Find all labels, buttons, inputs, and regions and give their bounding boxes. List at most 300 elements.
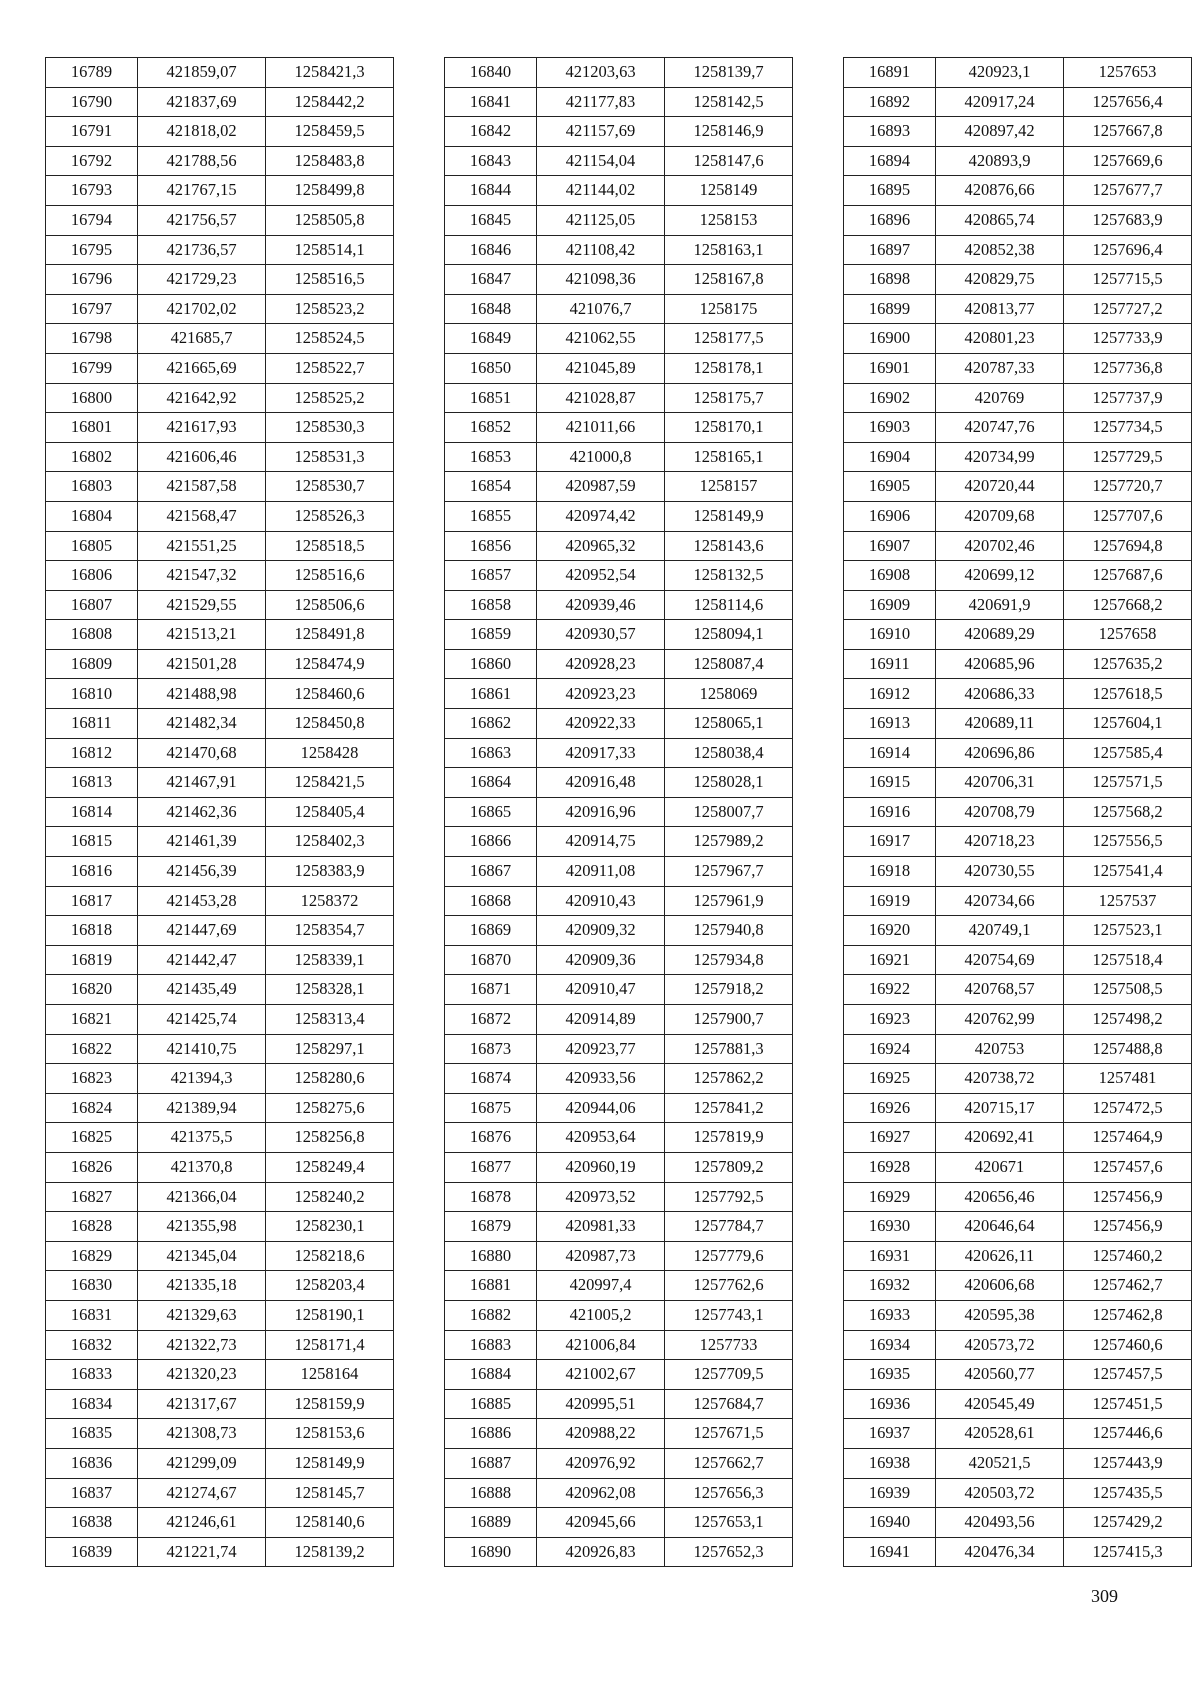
- x-coordinate-cell: 421028,87: [537, 383, 665, 413]
- y-coordinate-cell: 1258190,1: [266, 1300, 394, 1330]
- point-number-cell: 16916: [844, 797, 936, 827]
- y-coordinate-cell: 1258516,5: [266, 265, 394, 295]
- point-number-cell: 16829: [46, 1241, 138, 1271]
- x-coordinate-cell: 421462,36: [138, 797, 266, 827]
- point-number-cell: 16929: [844, 1182, 936, 1212]
- y-coordinate-cell: 1257462,8: [1064, 1300, 1192, 1330]
- y-coordinate-cell: 1258218,6: [266, 1241, 394, 1271]
- point-number-cell: 16833: [46, 1360, 138, 1390]
- y-coordinate-cell: 1257635,2: [1064, 649, 1192, 679]
- point-number-cell: 16876: [445, 1123, 537, 1153]
- y-coordinate-cell: 1257585,4: [1064, 738, 1192, 768]
- table-row: [46, 709, 394, 739]
- table-row: [445, 294, 793, 324]
- point-number-cell: 16935: [844, 1360, 936, 1390]
- point-number-cell: 16847: [445, 265, 537, 295]
- table-row: [844, 827, 1192, 857]
- table-row: [844, 531, 1192, 561]
- x-coordinate-cell: 421501,28: [138, 649, 266, 679]
- point-number-cell: 16858: [445, 590, 537, 620]
- x-coordinate-cell: 420981,33: [537, 1212, 665, 1242]
- x-coordinate-cell: 421370,8: [138, 1152, 266, 1182]
- x-coordinate-cell: 420493,56: [936, 1508, 1064, 1538]
- table-row: [46, 561, 394, 591]
- table-row: [445, 1064, 793, 1094]
- point-number-cell: 16941: [844, 1537, 936, 1567]
- x-coordinate-cell: 420747,76: [936, 413, 1064, 443]
- table-row: [844, 797, 1192, 827]
- y-coordinate-cell: 1258149: [665, 176, 793, 206]
- point-number-cell: 16849: [445, 324, 537, 354]
- point-number-cell: 16804: [46, 501, 138, 531]
- point-number-cell: 16869: [445, 916, 537, 946]
- point-number-cell: 16938: [844, 1448, 936, 1478]
- y-coordinate-cell: 1258506,6: [266, 590, 394, 620]
- y-coordinate-cell: 1258038,4: [665, 738, 793, 768]
- table-row: [46, 886, 394, 916]
- table-row: [46, 146, 394, 176]
- x-coordinate-cell: 421756,57: [138, 205, 266, 235]
- point-number-cell: 16797: [46, 294, 138, 324]
- x-coordinate-cell: 421157,69: [537, 117, 665, 147]
- y-coordinate-cell: 1257523,1: [1064, 916, 1192, 946]
- x-coordinate-cell: 421729,23: [138, 265, 266, 295]
- y-coordinate-cell: 1257460,6: [1064, 1330, 1192, 1360]
- point-number-cell: 16888: [445, 1478, 537, 1508]
- y-coordinate-cell: 1257709,5: [665, 1360, 793, 1390]
- point-number-cell: 16856: [445, 531, 537, 561]
- y-coordinate-cell: 1257618,5: [1064, 679, 1192, 709]
- x-coordinate-cell: 420521,5: [936, 1448, 1064, 1478]
- y-coordinate-cell: 1257967,7: [665, 857, 793, 887]
- x-coordinate-cell: 421389,94: [138, 1093, 266, 1123]
- y-coordinate-cell: 1257734,5: [1064, 413, 1192, 443]
- x-coordinate-cell: 421482,34: [138, 709, 266, 739]
- table-row: [445, 738, 793, 768]
- point-number-cell: 16930: [844, 1212, 936, 1242]
- point-number-cell: 16897: [844, 235, 936, 265]
- x-coordinate-cell: 421788,56: [138, 146, 266, 176]
- point-number-cell: 16898: [844, 265, 936, 295]
- x-coordinate-cell: 421736,57: [138, 235, 266, 265]
- table-row: [844, 886, 1192, 916]
- table-row: [46, 590, 394, 620]
- table-row: [844, 1093, 1192, 1123]
- point-number-cell: 16855: [445, 501, 537, 531]
- table-row: [445, 1508, 793, 1538]
- table-row: [844, 265, 1192, 295]
- y-coordinate-cell: 1258065,1: [665, 709, 793, 739]
- x-coordinate-cell: 420738,72: [936, 1064, 1064, 1094]
- table-row: [445, 531, 793, 561]
- point-number-cell: 16815: [46, 827, 138, 857]
- point-number-cell: 16918: [844, 857, 936, 887]
- table-row: [844, 1123, 1192, 1153]
- table-row: [46, 1005, 394, 1035]
- table-row: [445, 235, 793, 265]
- point-number-cell: 16913: [844, 709, 936, 739]
- y-coordinate-cell: 1257881,3: [665, 1034, 793, 1064]
- point-number-cell: 16850: [445, 353, 537, 383]
- y-coordinate-cell: 1257671,5: [665, 1419, 793, 1449]
- table-row: [844, 1182, 1192, 1212]
- point-number-cell: 16874: [445, 1064, 537, 1094]
- y-coordinate-cell: 1257720,7: [1064, 472, 1192, 502]
- point-number-cell: 16807: [46, 590, 138, 620]
- point-number-cell: 16894: [844, 146, 936, 176]
- y-coordinate-cell: 1258142,5: [665, 87, 793, 117]
- table-row: [445, 620, 793, 650]
- x-coordinate-cell: 421456,39: [138, 857, 266, 887]
- y-coordinate-cell: 1258491,8: [266, 620, 394, 650]
- y-coordinate-cell: 1258177,5: [665, 324, 793, 354]
- point-number-cell: 16875: [445, 1093, 537, 1123]
- coordinates-table-3: [843, 57, 1192, 1567]
- table-row: [445, 857, 793, 887]
- x-coordinate-cell: 421062,55: [537, 324, 665, 354]
- x-coordinate-cell: 420914,75: [537, 827, 665, 857]
- table-row: [445, 1360, 793, 1390]
- x-coordinate-cell: 421221,74: [138, 1537, 266, 1567]
- table-row: [46, 383, 394, 413]
- point-number-cell: 16937: [844, 1419, 936, 1449]
- table-row: [844, 1419, 1192, 1449]
- table-row: [445, 945, 793, 975]
- y-coordinate-cell: 1257472,5: [1064, 1093, 1192, 1123]
- point-number-cell: 16936: [844, 1389, 936, 1419]
- table-row: [46, 294, 394, 324]
- table-row: [844, 117, 1192, 147]
- x-coordinate-cell: 420987,59: [537, 472, 665, 502]
- x-coordinate-cell: 421513,21: [138, 620, 266, 650]
- y-coordinate-cell: 1258145,7: [266, 1478, 394, 1508]
- x-coordinate-cell: 421470,68: [138, 738, 266, 768]
- y-coordinate-cell: 1258140,6: [266, 1508, 394, 1538]
- table-row: [46, 472, 394, 502]
- table-row: [844, 857, 1192, 887]
- x-coordinate-cell: 421818,02: [138, 117, 266, 147]
- point-number-cell: 16933: [844, 1300, 936, 1330]
- point-number-cell: 16865: [445, 797, 537, 827]
- x-coordinate-cell: 421529,55: [138, 590, 266, 620]
- point-number-cell: 16810: [46, 679, 138, 709]
- y-coordinate-cell: 1258171,4: [266, 1330, 394, 1360]
- x-coordinate-cell: 420965,32: [537, 531, 665, 561]
- x-coordinate-cell: 421317,67: [138, 1389, 266, 1419]
- point-number-cell: 16934: [844, 1330, 936, 1360]
- point-number-cell: 16808: [46, 620, 138, 650]
- x-coordinate-cell: 421488,98: [138, 679, 266, 709]
- point-number-cell: 16895: [844, 176, 936, 206]
- y-coordinate-cell: 1258280,6: [266, 1064, 394, 1094]
- x-coordinate-cell: 420730,55: [936, 857, 1064, 887]
- point-number-cell: 16910: [844, 620, 936, 650]
- x-coordinate-cell: 421461,39: [138, 827, 266, 857]
- point-number-cell: 16816: [46, 857, 138, 887]
- point-number-cell: 16830: [46, 1271, 138, 1301]
- x-coordinate-cell: 420753: [936, 1034, 1064, 1064]
- point-number-cell: 16842: [445, 117, 537, 147]
- point-number-cell: 16817: [46, 886, 138, 916]
- table-row: [46, 531, 394, 561]
- x-coordinate-cell: 420923,1: [936, 58, 1064, 88]
- y-coordinate-cell: 1257684,7: [665, 1389, 793, 1419]
- point-number-cell: 16814: [46, 797, 138, 827]
- y-coordinate-cell: 1257715,5: [1064, 265, 1192, 295]
- x-coordinate-cell: 421000,8: [537, 442, 665, 472]
- table-row: [844, 590, 1192, 620]
- table-row: [46, 1271, 394, 1301]
- point-number-cell: 16884: [445, 1360, 537, 1390]
- table-row: [46, 649, 394, 679]
- y-coordinate-cell: 1258139,2: [266, 1537, 394, 1567]
- table-row: [46, 1448, 394, 1478]
- x-coordinate-cell: 420702,46: [936, 531, 1064, 561]
- x-coordinate-cell: 420916,96: [537, 797, 665, 827]
- table-row: [46, 87, 394, 117]
- point-number-cell: 16882: [445, 1300, 537, 1330]
- table-row: [445, 1537, 793, 1567]
- x-coordinate-cell: 421005,2: [537, 1300, 665, 1330]
- y-coordinate-cell: 1257518,4: [1064, 945, 1192, 975]
- table-row: [445, 87, 793, 117]
- table-row: [445, 353, 793, 383]
- x-coordinate-cell: 421410,75: [138, 1034, 266, 1064]
- point-number-cell: 16872: [445, 1005, 537, 1035]
- point-number-cell: 16851: [445, 383, 537, 413]
- x-coordinate-cell: 421308,73: [138, 1419, 266, 1449]
- y-coordinate-cell: 1258165,1: [665, 442, 793, 472]
- y-coordinate-cell: 1257537: [1064, 886, 1192, 916]
- point-number-cell: 16864: [445, 768, 537, 798]
- x-coordinate-cell: 421177,83: [537, 87, 665, 117]
- point-number-cell: 16825: [46, 1123, 138, 1153]
- x-coordinate-cell: 421011,66: [537, 413, 665, 443]
- y-coordinate-cell: 1257696,4: [1064, 235, 1192, 265]
- y-coordinate-cell: 1257457,5: [1064, 1360, 1192, 1390]
- table-row: [844, 353, 1192, 383]
- table-row: [46, 442, 394, 472]
- table-row: [445, 1419, 793, 1449]
- y-coordinate-cell: 1257498,2: [1064, 1005, 1192, 1035]
- point-number-cell: 16811: [46, 709, 138, 739]
- point-number-cell: 16866: [445, 827, 537, 857]
- y-coordinate-cell: 1258256,8: [266, 1123, 394, 1153]
- y-coordinate-cell: 1257456,9: [1064, 1182, 1192, 1212]
- table-row: [844, 1005, 1192, 1035]
- table-row: [46, 1212, 394, 1242]
- table-row: [844, 916, 1192, 946]
- point-number-cell: 16883: [445, 1330, 537, 1360]
- y-coordinate-cell: 1257464,9: [1064, 1123, 1192, 1153]
- x-coordinate-cell: 420930,57: [537, 620, 665, 650]
- point-number-cell: 16922: [844, 975, 936, 1005]
- table-row: [445, 1034, 793, 1064]
- point-number-cell: 16848: [445, 294, 537, 324]
- point-number-cell: 16868: [445, 886, 537, 916]
- table-row: [844, 975, 1192, 1005]
- x-coordinate-cell: 420696,86: [936, 738, 1064, 768]
- x-coordinate-cell: 421617,93: [138, 413, 266, 443]
- x-coordinate-cell: 420922,33: [537, 709, 665, 739]
- y-coordinate-cell: 1258170,1: [665, 413, 793, 443]
- table-row: [445, 590, 793, 620]
- y-coordinate-cell: 1257940,8: [665, 916, 793, 946]
- table-row: [445, 768, 793, 798]
- y-coordinate-cell: 1258159,9: [266, 1389, 394, 1419]
- point-number-cell: 16867: [445, 857, 537, 887]
- point-number-cell: 16839: [46, 1537, 138, 1567]
- y-coordinate-cell: 1257541,4: [1064, 857, 1192, 887]
- x-coordinate-cell: 421685,7: [138, 324, 266, 354]
- point-number-cell: 16921: [844, 945, 936, 975]
- x-coordinate-cell: 421587,58: [138, 472, 266, 502]
- point-number-cell: 16920: [844, 916, 936, 946]
- y-coordinate-cell: 1258450,8: [266, 709, 394, 739]
- table-row: [445, 176, 793, 206]
- table-row: [445, 1182, 793, 1212]
- y-coordinate-cell: 1258139,7: [665, 58, 793, 88]
- y-coordinate-cell: 1258483,8: [266, 146, 394, 176]
- y-coordinate-cell: 1258094,1: [665, 620, 793, 650]
- y-coordinate-cell: 1257733,9: [1064, 324, 1192, 354]
- y-coordinate-cell: 1257488,8: [1064, 1034, 1192, 1064]
- y-coordinate-cell: 1258153,6: [266, 1419, 394, 1449]
- x-coordinate-cell: 420911,08: [537, 857, 665, 887]
- y-coordinate-cell: 1257653: [1064, 58, 1192, 88]
- point-number-cell: 16890: [445, 1537, 537, 1567]
- table-row: [445, 827, 793, 857]
- y-coordinate-cell: 1257556,5: [1064, 827, 1192, 857]
- y-coordinate-cell: 1257683,9: [1064, 205, 1192, 235]
- table-row: [844, 1212, 1192, 1242]
- y-coordinate-cell: 1258526,3: [266, 501, 394, 531]
- point-number-cell: 16854: [445, 472, 537, 502]
- y-coordinate-cell: 1257435,5: [1064, 1478, 1192, 1508]
- y-coordinate-cell: 1257460,2: [1064, 1241, 1192, 1271]
- table-row: [46, 501, 394, 531]
- point-number-cell: 16919: [844, 886, 936, 916]
- y-coordinate-cell: 1258524,5: [266, 324, 394, 354]
- y-coordinate-cell: 1257481: [1064, 1064, 1192, 1094]
- x-coordinate-cell: 420973,52: [537, 1182, 665, 1212]
- point-number-cell: 16912: [844, 679, 936, 709]
- y-coordinate-cell: 1257687,6: [1064, 561, 1192, 591]
- point-number-cell: 16931: [844, 1241, 936, 1271]
- table-row: [445, 649, 793, 679]
- point-number-cell: 16861: [445, 679, 537, 709]
- x-coordinate-cell: 420997,4: [537, 1271, 665, 1301]
- x-coordinate-cell: 421335,18: [138, 1271, 266, 1301]
- y-coordinate-cell: 1257694,8: [1064, 531, 1192, 561]
- table-row: [46, 1478, 394, 1508]
- x-coordinate-cell: 421098,36: [537, 265, 665, 295]
- y-coordinate-cell: 1257677,7: [1064, 176, 1192, 206]
- table-row: [445, 1005, 793, 1035]
- x-coordinate-cell: 420689,11: [936, 709, 1064, 739]
- x-coordinate-cell: 420928,23: [537, 649, 665, 679]
- x-coordinate-cell: 421702,02: [138, 294, 266, 324]
- point-number-cell: 16823: [46, 1064, 138, 1094]
- x-coordinate-cell: 421045,89: [537, 353, 665, 383]
- table-row: [844, 324, 1192, 354]
- table-row: [46, 1034, 394, 1064]
- x-coordinate-cell: 421767,15: [138, 176, 266, 206]
- y-coordinate-cell: 1257819,9: [665, 1123, 793, 1153]
- x-coordinate-cell: 420503,72: [936, 1478, 1064, 1508]
- x-coordinate-cell: 420691,9: [936, 590, 1064, 620]
- y-coordinate-cell: 1258530,7: [266, 472, 394, 502]
- x-coordinate-cell: 420953,64: [537, 1123, 665, 1153]
- point-number-cell: 16899: [844, 294, 936, 324]
- x-coordinate-cell: 420876,66: [936, 176, 1064, 206]
- point-number-cell: 16793: [46, 176, 138, 206]
- table-row: [445, 58, 793, 88]
- y-coordinate-cell: 1257462,7: [1064, 1271, 1192, 1301]
- point-number-cell: 16940: [844, 1508, 936, 1538]
- y-coordinate-cell: 1258203,4: [266, 1271, 394, 1301]
- y-coordinate-cell: 1258514,1: [266, 235, 394, 265]
- x-coordinate-cell: 421322,73: [138, 1330, 266, 1360]
- point-number-cell: 16863: [445, 738, 537, 768]
- table-row: [46, 1152, 394, 1182]
- table-row: [46, 1360, 394, 1390]
- table-row: [46, 1123, 394, 1153]
- y-coordinate-cell: 1257656,3: [665, 1478, 793, 1508]
- y-coordinate-cell: 1257707,6: [1064, 501, 1192, 531]
- table-row: [445, 1123, 793, 1153]
- y-coordinate-cell: 1257862,2: [665, 1064, 793, 1094]
- point-number-cell: 16926: [844, 1093, 936, 1123]
- x-coordinate-cell: 421076,7: [537, 294, 665, 324]
- table-row: [844, 1300, 1192, 1330]
- y-coordinate-cell: 1258402,3: [266, 827, 394, 857]
- x-coordinate-cell: 420952,54: [537, 561, 665, 591]
- y-coordinate-cell: 1257784,7: [665, 1212, 793, 1242]
- point-number-cell: 16846: [445, 235, 537, 265]
- point-number-cell: 16843: [445, 146, 537, 176]
- x-coordinate-cell: 420734,66: [936, 886, 1064, 916]
- y-coordinate-cell: 1257656,4: [1064, 87, 1192, 117]
- table-row: [445, 709, 793, 739]
- table-row: [46, 857, 394, 887]
- table-row: [445, 442, 793, 472]
- x-coordinate-cell: 420910,47: [537, 975, 665, 1005]
- x-coordinate-cell: 420909,32: [537, 916, 665, 946]
- y-coordinate-cell: 1257415,3: [1064, 1537, 1192, 1567]
- y-coordinate-cell: 1258505,8: [266, 205, 394, 235]
- table-row: [46, 1508, 394, 1538]
- x-coordinate-cell: 421274,67: [138, 1478, 266, 1508]
- y-coordinate-cell: 1258230,1: [266, 1212, 394, 1242]
- y-coordinate-cell: 1257457,6: [1064, 1152, 1192, 1182]
- table-row: [844, 738, 1192, 768]
- x-coordinate-cell: 420923,23: [537, 679, 665, 709]
- table-row: [445, 205, 793, 235]
- point-number-cell: 16862: [445, 709, 537, 739]
- point-number-cell: 16923: [844, 1005, 936, 1035]
- x-coordinate-cell: 420801,23: [936, 324, 1064, 354]
- y-coordinate-cell: 1257900,7: [665, 1005, 793, 1035]
- y-coordinate-cell: 1258516,6: [266, 561, 394, 591]
- coordinates-table-1: [45, 57, 394, 1567]
- table-row: [46, 353, 394, 383]
- x-coordinate-cell: 420528,61: [936, 1419, 1064, 1449]
- x-coordinate-cell: 420656,46: [936, 1182, 1064, 1212]
- point-number-cell: 16900: [844, 324, 936, 354]
- table-row: [46, 916, 394, 946]
- table-row: [844, 1360, 1192, 1390]
